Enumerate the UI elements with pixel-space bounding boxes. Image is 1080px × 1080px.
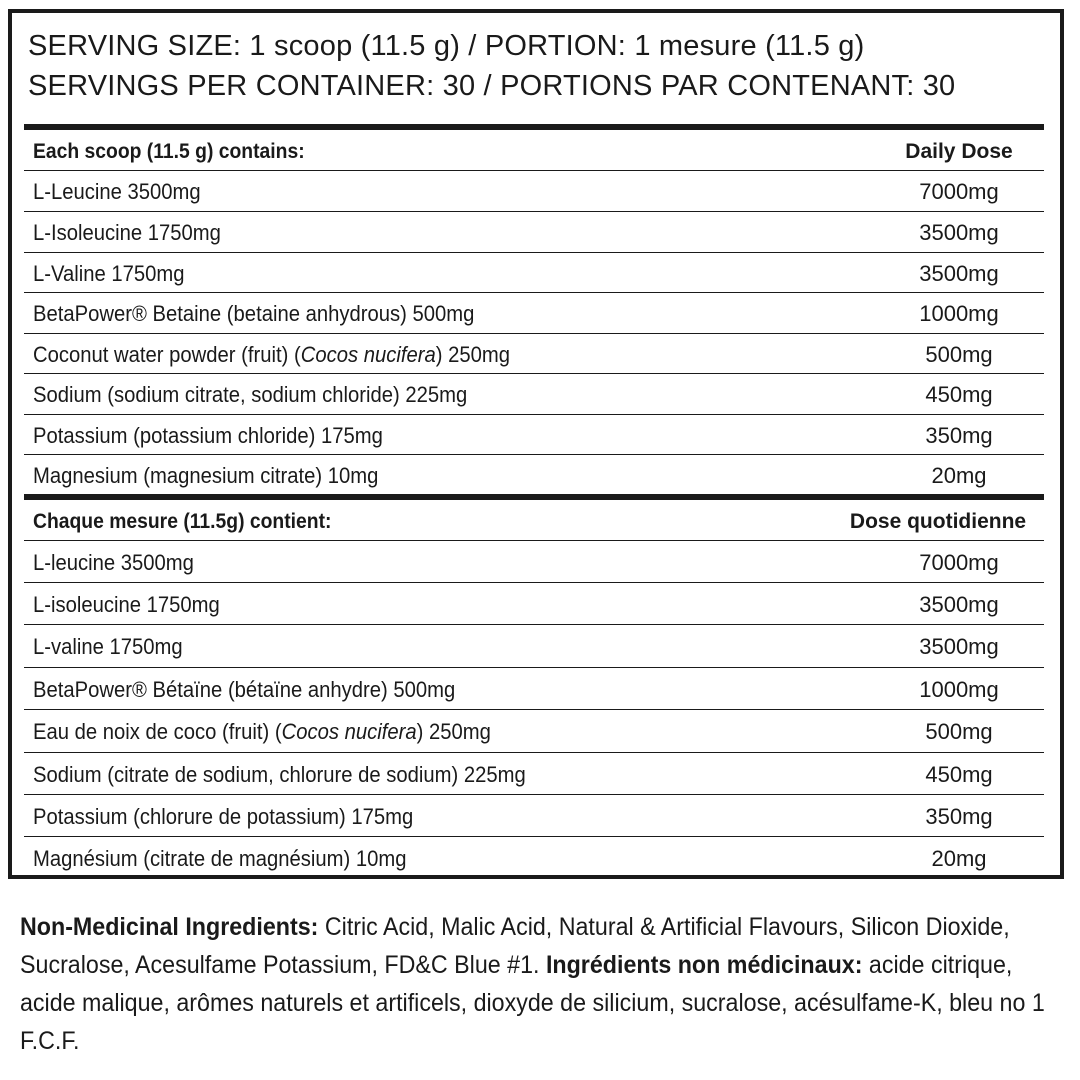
ingredients-text-fr: acide citrique, acide malique, arômes naturels et artificels, dioxyde de silicium, sucralose, acésulfame-K, bleu no 1 F.C.F.	[20, 951, 1045, 1055]
table-row	[24, 455, 1044, 496]
daily-dose: 1000mg	[919, 301, 999, 326]
daily-dose: 450mg	[925, 382, 993, 407]
ingredient-name: Eau de noix de coco (fruit) (Cocos nucifera) 250mg	[33, 719, 491, 744]
ingredient-name: Coconut water powder (fruit) (Cocos nucifera) 250mg	[33, 342, 510, 367]
daily-dose: 500mg	[925, 719, 993, 744]
divider	[24, 752, 1044, 753]
table-row	[24, 796, 1044, 837]
table-row	[24, 669, 1044, 710]
english-table-header	[24, 130, 1044, 171]
ingredient-name: Potassium (chlorure de potassium) 175mg	[33, 804, 414, 829]
ingredient-name: L-leucine 3500mg	[33, 550, 194, 575]
english-header-dose: Daily Dose	[905, 140, 1013, 163]
ingredient-name: L-valine 1750mg	[33, 634, 183, 659]
table-row	[24, 754, 1044, 795]
ingredients-heading-fr: Ingrédients non médicinaux:	[545, 951, 863, 979]
table-row	[24, 415, 1044, 456]
ingredient-name: L-Valine 1750mg	[33, 261, 185, 286]
english-header-label: Each scoop (11.5 g) contains:	[33, 140, 305, 163]
table-row	[24, 334, 1044, 375]
ingredients-text-en: Citric Acid, Malic Acid, Natural & Artificial Flavours, Silicon Dioxide, Sucralose, Acesulfame Potassium, FD&C Blue #1.	[20, 913, 1010, 979]
table-row	[24, 838, 1044, 879]
daily-dose: 3500mg	[919, 220, 999, 245]
french-header-dose: Dose quotidienne	[849, 510, 1027, 533]
daily-dose: 3500mg	[919, 261, 999, 286]
table-row	[24, 171, 1044, 212]
daily-dose: 350mg	[925, 423, 993, 448]
french-table-header	[24, 500, 1044, 541]
servings-per-container-line: SERVINGS PER CONTAINER: 30 / PORTIONS PAR CONTENANT: 30	[28, 70, 956, 102]
daily-dose: 1000mg	[919, 677, 999, 702]
table-row	[24, 584, 1044, 625]
serving-size-line: SERVING SIZE: 1 scoop (11.5 g) / PORTION: 1 mesure (11.5 g)	[28, 30, 865, 62]
ingredient-name: Potassium (potassium chloride) 175mg	[33, 423, 383, 448]
table-row	[24, 711, 1044, 752]
divider	[24, 709, 1044, 710]
daily-dose: 350mg	[925, 804, 993, 829]
table-row	[24, 542, 1044, 583]
serving-info	[28, 26, 955, 106]
daily-dose: 3500mg	[919, 634, 999, 659]
ingredient-name: BetaPower® Betaine (betaine anhydrous) 500mg	[33, 301, 475, 326]
ingredient-name: L-isoleucine 1750mg	[33, 592, 220, 617]
ingredient-name: BetaPower® Bétaïne (bétaïne anhydre) 500mg	[33, 677, 456, 702]
divider	[24, 582, 1044, 583]
daily-dose: 500mg	[925, 342, 993, 367]
daily-dose: 7000mg	[919, 550, 999, 575]
divider	[24, 794, 1044, 795]
ingredient-name: Sodium (citrate de sodium, chlorure de sodium) 225mg	[33, 762, 526, 787]
table-row	[24, 253, 1044, 294]
ingredient-name: Magnésium (citrate de magnésium) 10mg	[33, 846, 407, 871]
divider	[24, 624, 1044, 625]
divider	[24, 540, 1044, 541]
ingredient-name: L-Isoleucine 1750mg	[33, 220, 221, 245]
table-row	[24, 374, 1044, 415]
divider	[24, 836, 1044, 837]
ingredient-name: Sodium (sodium citrate, sodium chloride) 225mg	[33, 382, 468, 407]
daily-dose: 20mg	[931, 463, 987, 488]
divider	[24, 667, 1044, 668]
table-row	[24, 626, 1044, 667]
daily-dose: 450mg	[925, 762, 993, 787]
daily-dose: 20mg	[931, 846, 987, 871]
ingredient-name: L-Leucine 3500mg	[33, 179, 201, 204]
ingredient-name: Magnesium (magnesium citrate) 10mg	[33, 463, 379, 488]
daily-dose: 7000mg	[919, 179, 999, 204]
table-row	[24, 212, 1044, 253]
french-header-label: Chaque mesure (11.5g) contient:	[33, 510, 332, 533]
ingredients-heading-en: Non-Medicinal Ingredients:	[20, 913, 319, 941]
daily-dose: 3500mg	[919, 592, 999, 617]
table-row	[24, 293, 1044, 334]
non-medicinal-ingredients	[20, 908, 1062, 1060]
